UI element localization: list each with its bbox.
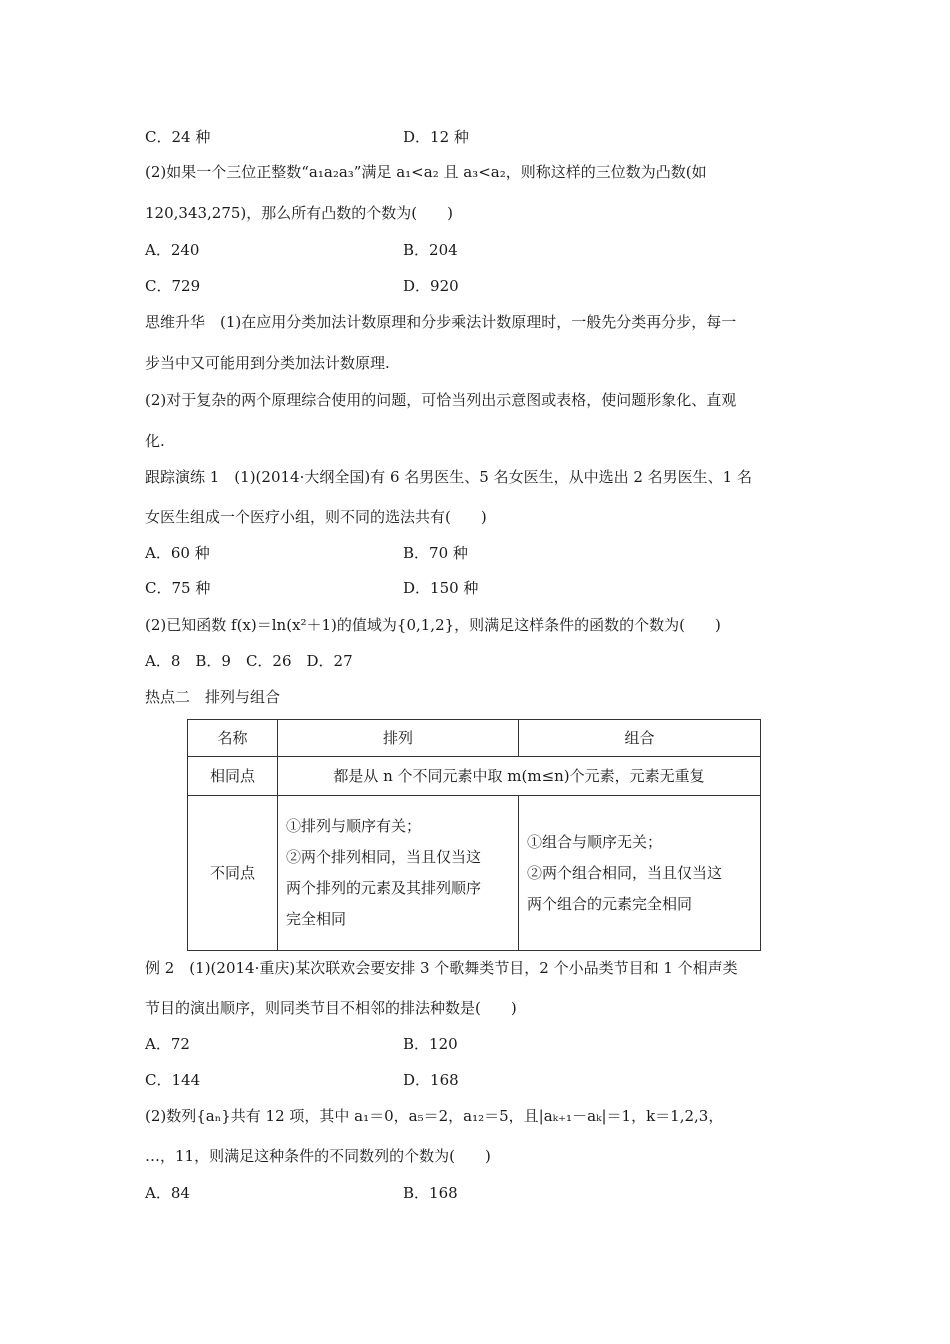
table-cell-line: 完全相同 (286, 910, 347, 928)
table-row-label: 不同点 (188, 796, 278, 951)
table-cell-line: 两个组合的元素完全相同 (527, 894, 693, 913)
summary-text: 化. (145, 432, 165, 450)
comparison-table (187, 719, 761, 951)
option-c: C．729 (145, 277, 201, 295)
question-text: 节目的演出顺序，则同类节目不相邻的排法种数是( ) (145, 999, 517, 1017)
table-header-row (188, 720, 761, 757)
summary-text: 步当中又可能用到分类加法计数原理. (145, 354, 390, 372)
table-cell-line: ②两个排列相同，当且仅当这 (286, 848, 482, 866)
option-d: D．168 (403, 1071, 459, 1089)
question-text: (2)已知函数 f(x)＝ln(x²＋1)的值域为{0,1,2}，则满足这样条件的函数的个数为( ) (145, 616, 721, 634)
option-c: C．24 种 (145, 128, 211, 146)
table-cell-line: ①组合与顺序无关； (527, 832, 663, 851)
option-d: D．12 种 (403, 128, 469, 146)
option-a: A．72 (145, 1035, 190, 1053)
question-text: (2)数列{aₙ}共有 12 项，其中 a₁＝0，a₅＝2，a₁₂＝5，且|aₖ₊₁－aₖ|＝1，k＝1,2,3， (145, 1107, 724, 1125)
question-text: (2)如果一个三位正整数“a₁a₂a₃”满足 a₁<a₂ 且 a₃<a₂，则称这样的三位数为凸数(如 (145, 163, 707, 181)
options-inline: A．8 B．9 C．26 D．27 (145, 652, 353, 670)
table-cell-line: ①排列与顺序有关； (286, 817, 422, 835)
table-header-cell: 名称 (188, 720, 278, 757)
table-header-cell: 排列 (278, 720, 519, 757)
option-a: A．84 (145, 1184, 190, 1202)
option-b: B．204 (403, 241, 458, 259)
option-b: B．120 (403, 1035, 458, 1053)
table-cell-line: ②两个组合相同，当且仅当这 (527, 863, 723, 882)
option-a: A．60 种 (145, 544, 210, 562)
table-row-label: 相同点 (188, 757, 278, 796)
option-c: C．75 种 (145, 579, 211, 597)
question-text: 跟踪演练 1 (1)(2014·大纲全国)有 6 名男医生、5 名女医生，从中选出 2 名男医生、1 名 (145, 468, 752, 486)
table-cell: 都是从 n 个不同元素中取 m(m≤n)个元素，元素无重复 (278, 757, 761, 796)
question-text: 例 2 (1)(2014·重庆)某次联欢会要安排 3 个歌舞类节目，2 个小品类节目和 1 个相声类 (145, 959, 738, 977)
option-d: D．920 (403, 277, 459, 295)
table-header-cell: 组合 (519, 720, 761, 757)
table-row (188, 796, 761, 951)
option-b: B．70 种 (403, 544, 468, 562)
summary-text: (2)对于复杂的两个原理综合使用的问题，可恰当列出示意图或表格，使问题形象化、直观 (145, 391, 737, 409)
option-b: B．168 (403, 1184, 458, 1202)
option-a: A．240 (145, 241, 200, 259)
table-cell-line: 两个排列的元素及其排列顺序 (286, 879, 482, 897)
option-d: D．150 种 (403, 579, 479, 597)
table-row (188, 757, 761, 796)
table-cell-permutation (278, 796, 519, 951)
summary-text: 思维升华 (1)在应用分类加法计数原理和分步乘法计数原理时，一般先分类再分步，每一 (145, 313, 737, 331)
option-c: C．144 (145, 1071, 201, 1089)
section-heading: 热点二 排列与组合 (145, 688, 281, 706)
question-text: 女医生组成一个医疗小组，则不同的选法共有( ) (145, 508, 487, 526)
table-cell-combination (519, 796, 761, 951)
question-text: 120,343,275)，那么所有凸数的个数为( ) (145, 204, 453, 222)
question-text: …，11，则满足这种条件的不同数列的个数为( ) (145, 1147, 491, 1165)
